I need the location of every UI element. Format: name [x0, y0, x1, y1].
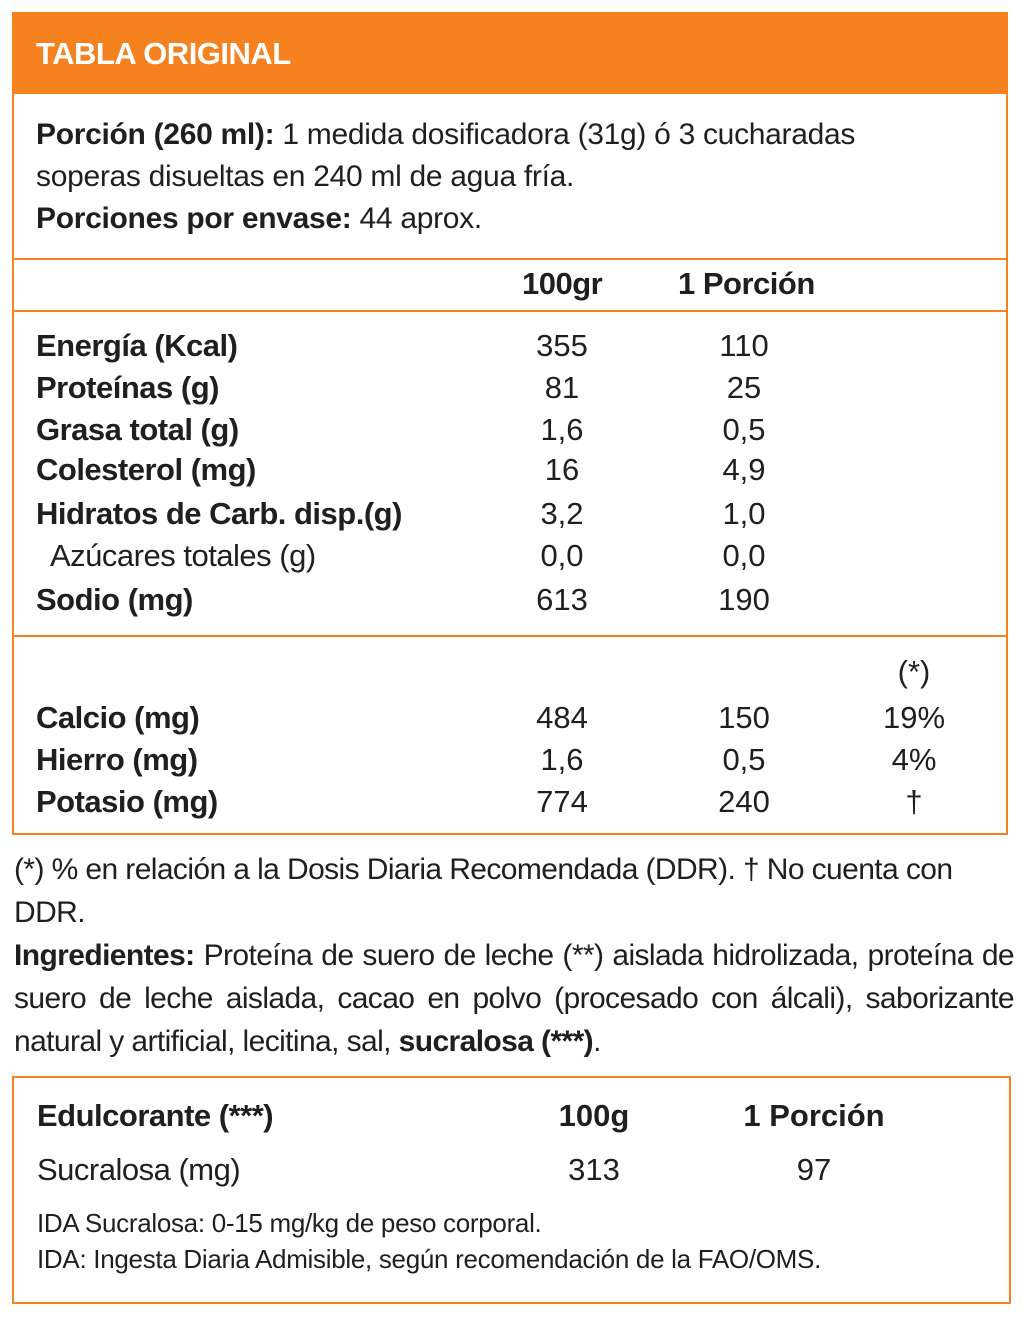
row-per100: 613	[536, 582, 588, 617]
row-portion: 0,0	[722, 538, 766, 573]
sweetener-col-100g: 100g	[558, 1098, 630, 1133]
row-per100: 774	[536, 784, 588, 819]
per-container-line	[36, 198, 996, 240]
ingredients-sweetener: sucralosa (***)	[398, 1025, 594, 1058]
row-label: Grasa total (g)	[36, 412, 239, 447]
row-portion: 97	[796, 1152, 832, 1187]
table-row	[14, 328, 1006, 370]
row-label: Azúcares totales (g)	[50, 538, 316, 573]
row-portion: 25	[726, 370, 762, 405]
divider	[14, 635, 1006, 637]
row-per100: 1,6	[540, 742, 584, 777]
row-per100: 0,0	[540, 538, 584, 573]
per-container-label: Porciones por envase:	[36, 202, 352, 235]
column-header-portion: 1 Porción	[678, 266, 815, 301]
row-per100: 484	[536, 700, 588, 735]
row-label: Sucralosa (mg)	[37, 1152, 241, 1187]
sweetener-col-portion: 1 Porción	[743, 1098, 885, 1133]
row-per100: 355	[536, 328, 588, 363]
table-row	[14, 582, 1006, 624]
portion-label: Porción (260 ml):	[36, 118, 275, 151]
row-label: Proteínas (g)	[36, 370, 219, 405]
row-label: Hidratos de Carb. disp.(g)	[36, 496, 402, 531]
row-portion: 240	[718, 784, 770, 819]
row-label: Hierro (mg)	[36, 742, 198, 777]
table-row	[14, 496, 1006, 538]
row-ddr: †	[905, 784, 923, 819]
divider	[14, 258, 1006, 260]
ingredients-end: .	[593, 1025, 601, 1058]
row-portion: 0,5	[722, 412, 766, 447]
portion-line-2: soperas disueltas en 240 ml de agua fría.	[36, 160, 575, 193]
table-row	[14, 700, 1006, 742]
portion-line	[36, 114, 996, 156]
row-ddr: 4%	[891, 742, 937, 777]
row-per100: 16	[544, 452, 580, 487]
row-per100: 1,6	[540, 412, 584, 447]
serving-info	[36, 114, 996, 240]
footnotes	[14, 848, 1014, 1063]
table-row	[14, 452, 1006, 494]
column-header-100gr: 100gr	[522, 266, 603, 301]
sweetener-table	[12, 1076, 1011, 1304]
row-label: Calcio (mg)	[36, 700, 200, 735]
ida-definition: IDA: Ingesta Diaria Admisible, según recomendación de la FAO/OMS.	[37, 1244, 821, 1274]
table-row	[14, 784, 1006, 826]
row-ddr: 19%	[882, 700, 946, 735]
portion-text: 1 medida dosificadora (31g) ó 3 cucharadas	[274, 118, 856, 151]
row-portion: 4,9	[722, 452, 766, 487]
table-row	[14, 742, 1006, 784]
row-label: Energía (Kcal)	[36, 328, 238, 363]
ingredients-text: Proteína de suero de leche (**) aislada hidrolizada, proteína de suero de leche aislada, cacao en polvo (procesado con álcali), saborizante natural y artificial, lecitina, sal,	[14, 939, 1014, 1058]
row-portion: 1,0	[722, 496, 766, 531]
row-label: Colesterol (mg)	[36, 452, 256, 487]
table-row	[14, 412, 1006, 454]
row-portion: 110	[719, 328, 769, 363]
row-portion: 0,5	[722, 742, 766, 777]
table-row	[14, 370, 1006, 412]
row-per100: 313	[568, 1152, 620, 1187]
row-per100: 81	[544, 370, 580, 405]
per-container-value: 44 aprox.	[351, 202, 482, 235]
ddr-column-header: (*)	[897, 654, 931, 689]
row-portion: 190	[718, 582, 770, 617]
row-portion: 150	[718, 700, 770, 735]
divider	[14, 310, 1006, 312]
row-label: Potasio (mg)	[36, 784, 218, 819]
ida-sucralose: IDA Sucralosa: 0-15 mg/kg de peso corporal.	[37, 1208, 542, 1238]
table-header	[14, 14, 1006, 94]
ingredients	[14, 934, 1014, 1063]
table-title: TABLA ORIGINAL	[36, 36, 291, 71]
ingredients-label: Ingredientes:	[14, 939, 195, 972]
row-label: Sodio (mg)	[36, 582, 193, 617]
nutrition-table	[12, 12, 1008, 835]
row-per100: 3,2	[540, 496, 584, 531]
ddr-note: (*) % en relación a la Dosis Diaria Recomendada (DDR). † No cuenta con DDR.	[14, 853, 953, 929]
sweetener-header-label: Edulcorante (***)	[37, 1098, 274, 1133]
table-row	[14, 538, 1006, 580]
